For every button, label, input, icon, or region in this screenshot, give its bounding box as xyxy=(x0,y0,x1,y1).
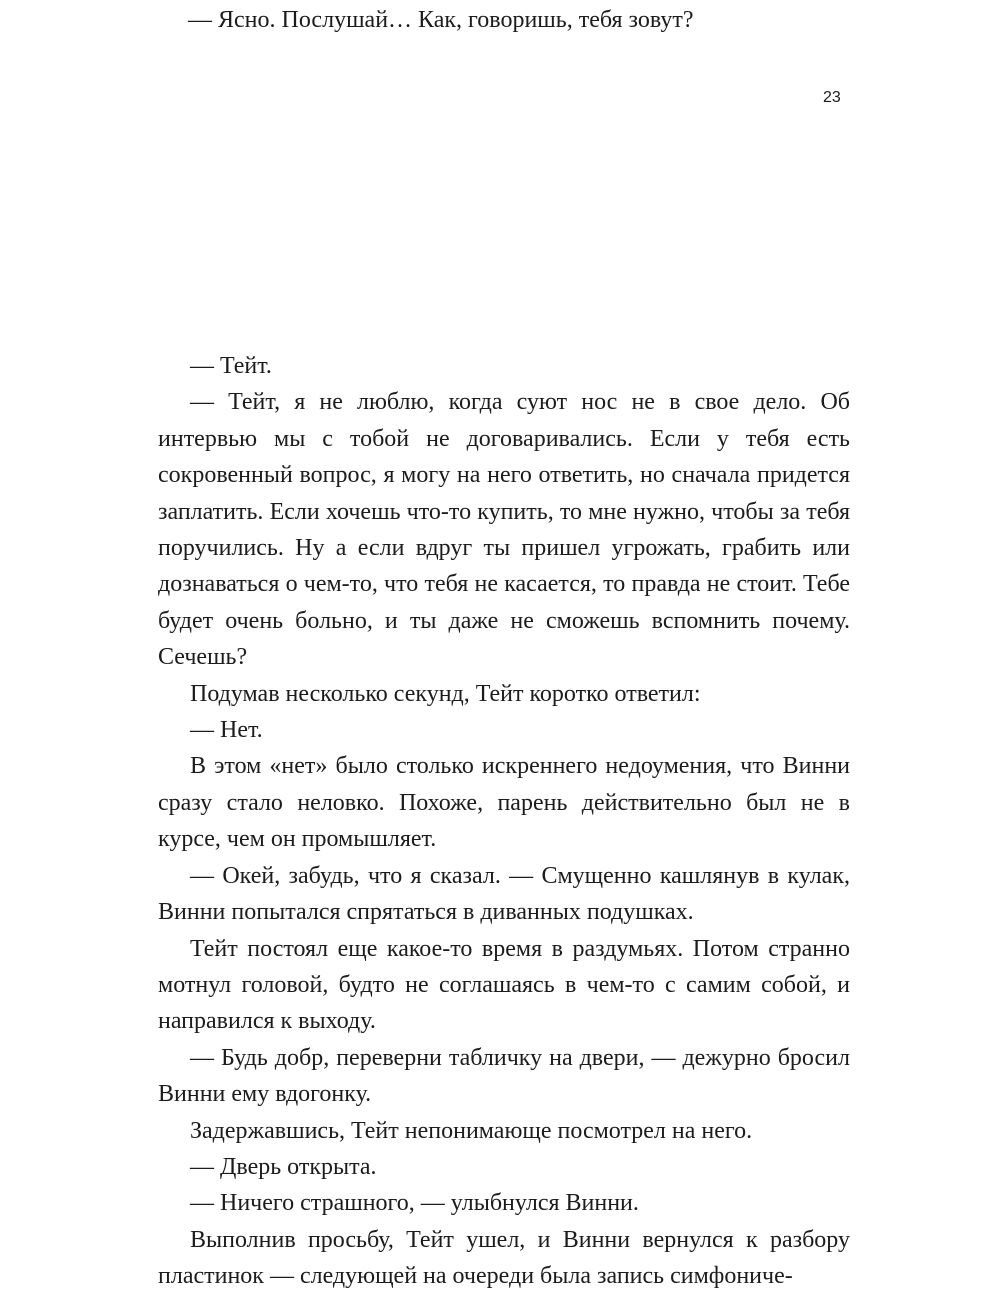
paragraph: — Ничего страшного, — улыбнулся Винни. xyxy=(190,1190,639,1217)
page-body xyxy=(158,348,850,1295)
paragraph: — Нет. xyxy=(190,717,263,744)
paragraph: Подумав несколько секунд, Тейт коротко ответил: xyxy=(190,680,701,707)
paragraph: — Тейт, я не люблю, когда суют нос не в свое дело. Об интервью мы с тобой не договаривались. Если у тебя есть сокровенный вопрос, я могу на него ответить, но сначала придется заплатить. Если хочешь что-то купить, то мне нужно, чтобы за тебя поручились. Ну а если вдруг ты пришел угрожать, грабить или дознаваться о чем-то, что тебя не касается, то правда не стоит. Тебе будет очень больно, и ты даже не сможешь вспомнить почему. Сечешь? xyxy=(158,389,850,671)
paragraph: — Окей, забудь, что я сказал. — Смущенно кашлянув в кулак, Винни попытался спрятаться в диванных подушках. xyxy=(158,862,850,926)
paragraph: — Будь добр, переверни табличку на двери, — дежурно бросил Винни ему вдогонку. xyxy=(158,1044,850,1108)
page-number: 23 xyxy=(823,89,841,106)
previous-page-last-line: — Ясно. Послушай… Как, говоришь, тебя зовут? xyxy=(188,7,694,33)
paragraph: — Тейт. xyxy=(190,353,272,379)
paragraph: Тейт постоял еще какое-то время в раздумьях. Потом странно мотнул головой, будто не соглашаясь в чем-то с самим собой, и направился к выходу. xyxy=(158,935,850,1035)
paragraph: В этом «нет» было столько искреннего недоумения, что Винни сразу стало неловко. Похоже, парень действительно был не в курсе, чем он промышляет. xyxy=(158,753,850,853)
paragraph: Задержавшись, Тейт непонимающе посмотрел на него. xyxy=(190,1117,753,1144)
paragraph: — Дверь открыта. xyxy=(190,1153,377,1180)
paragraph: Выполнив просьбу, Тейт ушел, и Винни вернулся к разбору пластинок — следующей на очереди была запись симфониче- xyxy=(158,1226,850,1290)
